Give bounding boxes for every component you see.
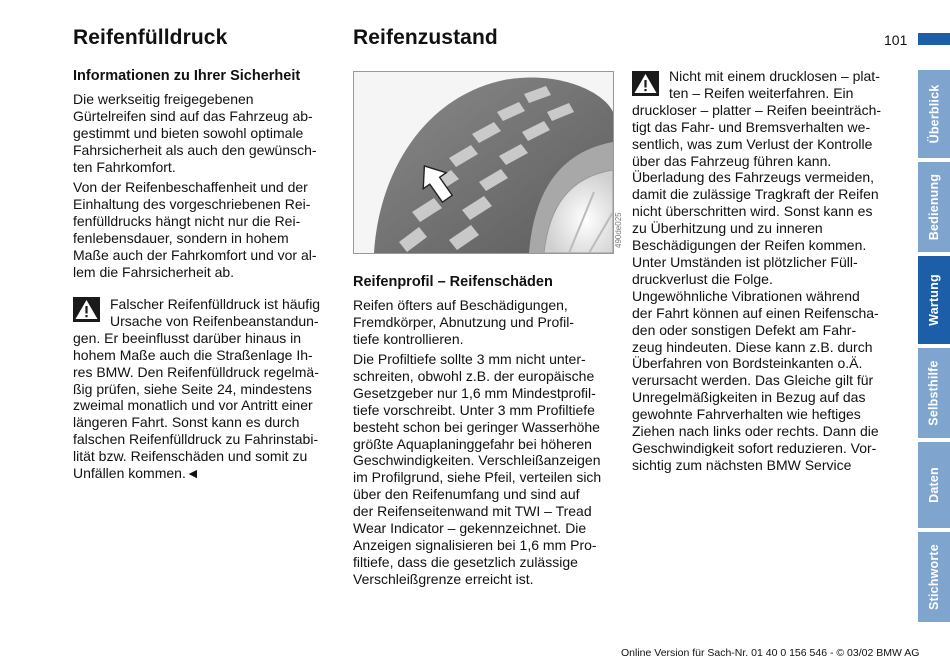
text-line: zu Überhitzung und zu inneren [632, 220, 823, 237]
tab-daten[interactable] [918, 442, 950, 528]
section-title-tire-condition: Reifenzustand [353, 26, 498, 49]
middle-paragraph-1 [353, 297, 574, 348]
text-line: Anzeigen signalisieren bei 1,6 mm Pro- [353, 536, 597, 553]
text-line: hohem Maße auch die Straßenlage Ih- [73, 346, 313, 363]
text-line: Reifen öfters auf Beschädigungen, [353, 297, 568, 313]
text-line: Die werkseitig freigegebenen [73, 91, 254, 107]
text-line: nicht überschritten wird. Sonst kann es [632, 203, 873, 220]
text-line: Überladung des Fahrzeugs vermeiden, [632, 169, 875, 186]
text-line: über das Fahrzeug führen kann. [632, 152, 832, 169]
text-line: Gesetzgeber nur 1,6 mm Mindestprofil- [353, 384, 596, 401]
text-line: sentlich, was zum Verlust der Kontrolle [632, 135, 873, 152]
tab-label: Überblick [927, 84, 942, 144]
text-line: Unfällen kommen.◄ [73, 465, 200, 482]
tab-ueberblick[interactable] [918, 70, 950, 158]
text-line: längeren Fahrt. Sonst kann es durch [73, 414, 300, 431]
text-line: Nicht mit einem drucklosen – plat- [669, 68, 880, 84]
tab-selbsthilfe[interactable] [918, 348, 950, 438]
text-line: Verschleißgrenze erreicht ist. [353, 570, 534, 587]
text-line: gestimmt und bieten sowohl optimale [73, 124, 304, 141]
text-line: Geschwindigkeiten. Verschleißanzeigen [353, 452, 601, 469]
tab-label: Daten [927, 467, 942, 503]
text-line: über den Reifenumfang und sind auf [353, 486, 580, 503]
text-line: ten Fahrkomfort. [73, 158, 176, 175]
text-line: ten – Reifen weiterfahren. Ein [669, 84, 854, 101]
text-line: falschen Reifenfülldruck zu Fahrinstabi- [73, 431, 319, 448]
safety-info-heading: Informationen zu Ihrer Sicherheit [73, 68, 301, 84]
text-line: zeug hindeuten. Diese kann z.B. durch [632, 338, 873, 355]
tab-bedienung[interactable] [918, 162, 950, 252]
text-line: Gürtelreifen sind auf das Fahrzeug ab- [73, 107, 313, 124]
text-line: der Fahrt können auf einen Reifenscha- [632, 304, 879, 321]
tire-tread-illustration [353, 71, 614, 254]
right-warning-text [632, 68, 881, 474]
text-line: filtiefe, dass die gesetzlich zulässige [353, 553, 578, 570]
footer-copyright: Online Version für Sach-Nr. 01 40 0 156 546 - © 03/02 BMW AG [621, 647, 920, 659]
text-line: lem die Fahrsicherheit ab. [73, 263, 235, 280]
text-line: Ziehen nach links oder rechts. Dann die [632, 423, 879, 440]
text-line: Fahrsicherheit als auch den gewünsch- [73, 141, 317, 158]
text-line: gen. Er beeinflusst darüber hinaus in [73, 329, 302, 346]
text-line: der Reifenseitenwand mit TWI – Tread [353, 503, 592, 520]
left-warning-text [73, 296, 320, 482]
text-line: ßig prüfen, siehe Seite 24, mindestens [73, 380, 312, 397]
text-line: Unregelmäßigkeiten in Bezug auf das [632, 389, 866, 406]
left-paragraph-1 [73, 91, 317, 176]
tread-damage-heading: Reifenprofil – Reifenschäden [353, 274, 553, 290]
tab-label: Stichworte [927, 544, 941, 610]
text-line: zweimal monatlich und vor Antritt einer [73, 397, 313, 414]
page-number: 101 [884, 32, 908, 48]
section-title-tire-pressure: Reifenfülldruck [73, 26, 228, 49]
text-line: tiefe kontrollieren. [353, 330, 464, 347]
text-line: druckloser – platter – Reifen beeinträch- [632, 101, 882, 118]
text-line: Von der Reifenbeschaffenheit und der [73, 179, 308, 195]
text-line: im Profilgrund, siehe Pfeil, verteilen sich [353, 469, 602, 486]
text-line: gewohnte Fahrverhalten wie heftiges [632, 406, 861, 423]
text-line: Falscher Reifenfülldruck ist häufig [110, 296, 321, 312]
text-line: den oder sonstigen Defekt am Fahr- [632, 321, 857, 338]
text-line: Ursache von Reifenbeanstandun- [110, 312, 319, 329]
text-line: tigt das Fahr- und Bremsverhalten we- [632, 118, 871, 135]
text-line: verursacht werden. Das Gleiche gilt für [632, 372, 874, 389]
text-line: druckverlust die Folge. [632, 270, 773, 287]
header-bar [918, 33, 950, 45]
image-code: 490de025 [614, 212, 623, 248]
tab-label: Wartung [927, 274, 941, 326]
text-line: besteht schon bei geringer Wasserhöhe [353, 418, 600, 435]
text-line: damit die zulässige Tragkraft der Reifen [632, 186, 879, 203]
tab-label: Bedienung [927, 173, 942, 241]
text-line: Geschwindigkeit sofort reduzieren. Vor- [632, 439, 877, 456]
text-line: Die Profiltiefe sollte 3 mm nicht unter- [353, 351, 586, 367]
text-line: sichtig zum nächsten BMW Service [632, 456, 852, 473]
text-line: Wear Indicator – gekennzeichnet. Die [353, 520, 587, 537]
text-line: Überfahren von Bordsteinkanten o.Ä. [632, 355, 863, 372]
text-line: tiefe vorschreibt. Unter 3 mm Profiltiefe [353, 401, 595, 418]
middle-paragraph-2 [353, 351, 601, 588]
tab-stichworte[interactable] [918, 532, 950, 622]
left-paragraph-2 [73, 179, 317, 280]
text-line: fenlebensdauer, sondern in hohem [73, 229, 289, 246]
tab-label: Selbsthilfe [927, 360, 942, 426]
text-line: fenfülldrucks hängt nicht nur die Rei- [73, 212, 301, 229]
text-line: lität bzw. Reifenschäden und somit zu [73, 448, 308, 465]
text-line: Ungewöhnliche Vibrationen während [632, 287, 860, 304]
text-line: Unter Umständen ist plötzlicher Füll- [632, 253, 858, 270]
text-line: Einhaltung des vorgeschriebenen Rei- [73, 195, 311, 212]
text-line: Fremdkörper, Abnutzung und Profil- [353, 313, 575, 330]
text-line: schreiten, obwohl z.B. der europäische [353, 367, 595, 384]
text-line: Maße auch der Fahrkomfort und vor al- [73, 246, 317, 263]
text-line: Beschädigungen der Reifen kommen. [632, 237, 867, 254]
tab-wartung[interactable] [918, 256, 950, 344]
text-line: größte Aquaplaninggefahr bei höheren [353, 435, 592, 452]
text-line: res BMW. Den Reifenfülldruck regelmä- [73, 363, 319, 380]
